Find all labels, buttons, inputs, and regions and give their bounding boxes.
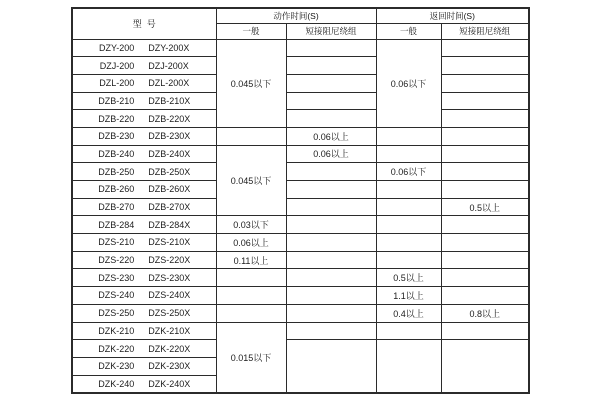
model-cell (72, 110, 216, 128)
cell-return-time-general (376, 251, 441, 269)
cell-action-time-damping (286, 57, 376, 75)
cell-return-time-damping: 0.5以上 (441, 198, 529, 216)
model-pair (73, 131, 216, 141)
model-base: DZB-270 (98, 202, 135, 213)
cell-return-time-general (376, 145, 441, 163)
model-base: DZS-220 (98, 255, 135, 266)
table-row (72, 110, 529, 128)
model-cell (72, 198, 216, 216)
cell-action-time-damping (286, 269, 376, 287)
model-pair (73, 61, 216, 71)
model-base: DZK-210 (98, 325, 135, 336)
cell-action-time-damping (286, 198, 376, 216)
model-cell (72, 181, 216, 199)
model-variant: DZS-250X (148, 308, 191, 319)
model-base: DZJ-200 (99, 60, 135, 71)
model-pair (73, 167, 216, 177)
cell-action-time-damping (286, 340, 376, 393)
model-base: DZS-250 (98, 308, 135, 319)
cell-action-time-damping (286, 234, 376, 252)
cell-action-time-damping (286, 74, 376, 92)
model-cell (72, 269, 216, 287)
cell-return-time-damping (441, 216, 529, 234)
cell-action-time-damping (286, 163, 376, 181)
table-row (72, 269, 529, 287)
model-base: DZB-210 (98, 95, 135, 106)
cell-action-time-general: 0.045以下 (216, 39, 286, 127)
cell-action-time-damping (286, 216, 376, 234)
model-base: DZB-284 (98, 219, 135, 230)
model-cell (72, 92, 216, 110)
table-row (72, 251, 529, 269)
model-pair (73, 184, 216, 194)
relay-timing-spec-table (71, 7, 530, 394)
model-pair (73, 43, 216, 53)
table-row (72, 163, 529, 181)
cell-action-time-damping (286, 322, 376, 340)
model-variant: DZB-240X (148, 148, 191, 159)
action-general-header: 一般 (216, 23, 286, 39)
model-cell (72, 74, 216, 92)
cell-return-time-damping (441, 39, 529, 57)
cell-return-time-damping (441, 269, 529, 287)
table-row (72, 198, 529, 216)
cell-return-time-general: 0.5以上 (376, 269, 441, 287)
cell-return-time-general (376, 234, 441, 252)
cell-return-time-damping (441, 287, 529, 305)
model-pair (73, 308, 216, 318)
table-row (72, 127, 529, 145)
cell-return-time-damping (441, 127, 529, 145)
model-cell (72, 251, 216, 269)
cell-return-time-general: 1.1以上 (376, 287, 441, 305)
model-pair (73, 344, 216, 354)
model-base: DZK-230 (98, 361, 135, 372)
table-header (72, 8, 529, 39)
cell-action-time-damping (286, 304, 376, 322)
model-pair (73, 149, 216, 159)
model-base: DZB-240 (98, 148, 135, 159)
model-cell (72, 234, 216, 252)
action-time-group-header: 动作时间(S) (216, 8, 376, 23)
model-variant: DZS-220X (148, 255, 191, 266)
cell-action-time-general (216, 304, 286, 322)
model-variant: DZS-240X (148, 290, 191, 301)
model-variant: DZY-200X (148, 42, 190, 53)
model-base: DZB-250 (98, 166, 135, 177)
model-base: DZS-210 (98, 237, 135, 248)
model-base: DZB-230 (98, 131, 135, 142)
cell-return-time-damping (441, 251, 529, 269)
table-row (72, 145, 529, 163)
model-cell (72, 304, 216, 322)
model-base: DZK-240 (98, 378, 135, 389)
cell-action-time-general: 0.015以下 (216, 322, 286, 393)
cell-action-time-general (216, 127, 286, 145)
cell-action-time-damping (286, 287, 376, 305)
cell-return-time-damping (441, 145, 529, 163)
cell-action-time-general: 0.11以上 (216, 251, 286, 269)
model-base: DZK-220 (98, 343, 135, 354)
model-variant: DZK-240X (148, 378, 191, 389)
model-variant: DZK-220X (148, 343, 191, 354)
cell-return-time-damping (441, 181, 529, 199)
model-variant: DZB-260X (148, 184, 191, 195)
model-cell (72, 322, 216, 340)
table-row (72, 39, 529, 57)
cell-return-time-general (376, 198, 441, 216)
table-row (72, 92, 529, 110)
model-pair (73, 78, 216, 88)
cell-return-time-general (376, 340, 441, 393)
model-cell (72, 145, 216, 163)
cell-return-time-damping (441, 57, 529, 75)
cell-action-time-general: 0.06以上 (216, 234, 286, 252)
table-row (72, 74, 529, 92)
model-variant: DZB-284X (148, 219, 191, 230)
model-pair (73, 379, 216, 389)
model-base: DZB-220 (98, 113, 135, 124)
return-time-group-header: 返回时间(S) (376, 8, 529, 23)
model-variant: DZB-220X (148, 113, 191, 124)
model-pair (73, 237, 216, 247)
table-row (72, 234, 529, 252)
table-row (72, 57, 529, 75)
cell-return-time-damping (441, 74, 529, 92)
model-cell (72, 357, 216, 375)
cell-action-time-damping (286, 181, 376, 199)
cell-return-time-damping (441, 163, 529, 181)
cell-action-time-general: 0.03以下 (216, 216, 286, 234)
header-row-groups (72, 8, 529, 23)
model-cell (72, 375, 216, 393)
cell-return-time-general (376, 216, 441, 234)
model-cell (72, 163, 216, 181)
model-base: DZS-240 (98, 290, 135, 301)
model-pair (73, 96, 216, 106)
model-variant: DZB-270X (148, 202, 191, 213)
table-row (72, 340, 529, 358)
table-row (72, 181, 529, 199)
model-base: DZY-200 (99, 42, 135, 53)
model-variant: DZJ-200X (148, 60, 189, 71)
action-damping-header: 短接阻尼绕组 (286, 23, 376, 39)
cell-action-time-general (216, 287, 286, 305)
cell-action-time-damping (286, 92, 376, 110)
model-pair (73, 290, 216, 300)
table-row (72, 287, 529, 305)
model-pair (73, 326, 216, 336)
cell-return-time-damping (441, 92, 529, 110)
model-variant: DZB-210X (148, 95, 191, 106)
model-base: DZL-200 (99, 78, 135, 89)
model-cell (72, 340, 216, 358)
model-cell (72, 287, 216, 305)
cell-return-time-damping: 0.8以上 (441, 304, 529, 322)
cell-return-time-damping (441, 234, 529, 252)
cell-return-time-general: 0.06以下 (376, 163, 441, 181)
cell-return-time-damping (441, 110, 529, 128)
model-pair (73, 114, 216, 124)
return-damping-header: 短接阻尼绕组 (441, 23, 529, 39)
cell-return-time-general: 0.4以上 (376, 304, 441, 322)
cell-return-time-general (376, 181, 441, 199)
cell-action-time-damping: 0.06以上 (286, 127, 376, 145)
cell-return-time-general: 0.06以下 (376, 39, 441, 127)
model-variant: DZK-210X (148, 325, 191, 336)
model-pair (73, 255, 216, 265)
model-cell (72, 127, 216, 145)
table-body (72, 39, 529, 393)
cell-action-time-damping (286, 39, 376, 57)
model-pair (73, 202, 216, 212)
model-pair (73, 220, 216, 230)
model-column-header: 型 号 (72, 8, 216, 39)
table-row (72, 304, 529, 322)
model-cell (72, 57, 216, 75)
model-pair (73, 361, 216, 371)
model-variant: DZL-200X (148, 78, 190, 89)
cell-return-time-general (376, 322, 441, 340)
model-variant: DZB-250X (148, 166, 191, 177)
model-base: DZS-230 (98, 272, 135, 283)
table-row (72, 216, 529, 234)
cell-action-time-damping (286, 251, 376, 269)
model-variant: DZS-230X (148, 272, 191, 283)
table-row (72, 322, 529, 340)
model-cell (72, 216, 216, 234)
cell-return-time-damping (441, 322, 529, 340)
cell-action-time-damping (286, 110, 376, 128)
model-cell (72, 39, 216, 57)
cell-action-time-general (216, 269, 286, 287)
model-variant: DZK-230X (148, 361, 191, 372)
cell-action-time-general: 0.045以下 (216, 145, 286, 216)
model-variant: DZS-210X (148, 237, 191, 248)
model-pair (73, 273, 216, 283)
return-general-header: 一般 (376, 23, 441, 39)
model-variant: DZB-230X (148, 131, 191, 142)
model-base: DZB-260 (98, 184, 135, 195)
cell-return-time-damping (441, 340, 529, 393)
cell-action-time-damping: 0.06以上 (286, 145, 376, 163)
cell-return-time-general (376, 127, 441, 145)
